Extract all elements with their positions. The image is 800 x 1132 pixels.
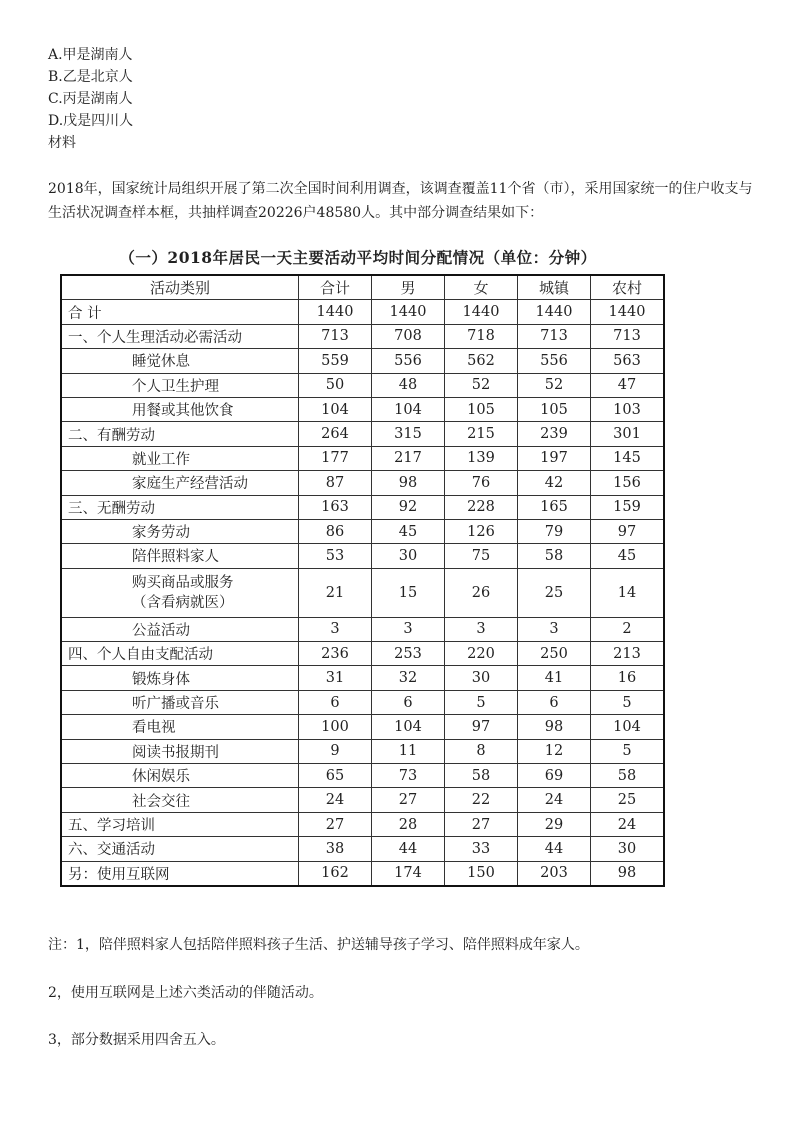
answer-options [48, 44, 133, 154]
row-value: 103 [591, 397, 665, 421]
row-value: 30 [445, 666, 518, 690]
row-label: 锻炼身体 [61, 666, 299, 690]
row-value: 76 [445, 471, 518, 495]
row-value: 104 [591, 715, 665, 739]
row-value: 228 [445, 495, 518, 519]
row-value: 24 [518, 788, 591, 812]
row-value: 27 [372, 788, 445, 812]
row-value: 253 [372, 642, 445, 666]
row-value: 236 [299, 642, 372, 666]
header-female: 女 [445, 275, 518, 300]
row-label: 听广播或音乐 [61, 690, 299, 714]
row-value: 79 [518, 519, 591, 543]
row-value: 33 [445, 837, 518, 861]
row-value: 126 [445, 519, 518, 543]
row-value: 1440 [591, 300, 665, 324]
row-value: 217 [372, 446, 445, 470]
row-label: 休闲娱乐 [61, 764, 299, 788]
row-value: 5 [591, 739, 665, 763]
table-row [61, 471, 664, 495]
table-row [61, 568, 664, 617]
row-value: 713 [591, 324, 665, 348]
header-urban: 城镇 [518, 275, 591, 300]
row-value: 174 [372, 861, 445, 886]
row-value: 215 [445, 422, 518, 446]
row-value: 3 [372, 617, 445, 641]
row-value: 3 [445, 617, 518, 641]
row-label [61, 568, 299, 617]
row-value: 50 [299, 373, 372, 397]
table-row [61, 446, 664, 470]
table-row [61, 666, 664, 690]
table-row [61, 812, 664, 836]
table-row [61, 617, 664, 641]
row-value: 105 [518, 397, 591, 421]
table-row [61, 715, 664, 739]
table-row [61, 495, 664, 519]
row-value: 22 [445, 788, 518, 812]
header-total: 合计 [299, 275, 372, 300]
row-value: 9 [299, 739, 372, 763]
row-value: 26 [445, 568, 518, 617]
row-value: 58 [518, 544, 591, 568]
intro-paragraph: 2018年，国家统计局组织开展了第二次全国时间利用调查，该调查覆盖11个省（市），采用国家统一的住户收支与生活状况调查样本框，共抽样调查20226户48580人。其中部分调查结果如下： [48, 181, 753, 221]
row-value: 6 [518, 690, 591, 714]
row-value: 220 [445, 642, 518, 666]
row-value: 11 [372, 739, 445, 763]
row-value: 31 [299, 666, 372, 690]
row-value: 177 [299, 446, 372, 470]
row-value: 12 [518, 739, 591, 763]
row-value: 718 [445, 324, 518, 348]
note-3: 3，部分数据采用四舍五入。 [48, 1032, 225, 1048]
row-label: 另：使用互联网 [61, 861, 299, 886]
row-label: 二、有酬劳动 [61, 422, 299, 446]
row-label: 用餐或其他饮食 [61, 397, 299, 421]
row-value: 15 [372, 568, 445, 617]
row-value: 97 [445, 715, 518, 739]
table-body [61, 300, 664, 886]
row-value: 98 [591, 861, 665, 886]
row-label: 看电视 [61, 715, 299, 739]
row-value: 32 [372, 666, 445, 690]
row-value: 44 [372, 837, 445, 861]
row-label: 睡觉休息 [61, 349, 299, 373]
row-value: 75 [445, 544, 518, 568]
row-value: 150 [445, 861, 518, 886]
row-label: 就业工作 [61, 446, 299, 470]
row-value: 92 [372, 495, 445, 519]
table-row [61, 739, 664, 763]
row-value: 41 [518, 666, 591, 690]
row-value: 556 [518, 349, 591, 373]
table-row [61, 300, 664, 324]
note-1: 注：1，陪伴照料家人包括陪伴照料孩子生活、护送辅导孩子学习、陪伴照料成年家人。 [48, 937, 589, 953]
row-value: 104 [372, 715, 445, 739]
row-value: 30 [591, 837, 665, 861]
row-label: 六、交通活动 [61, 837, 299, 861]
row-value: 24 [299, 788, 372, 812]
row-value: 65 [299, 764, 372, 788]
row-value: 2 [591, 617, 665, 641]
row-value: 100 [299, 715, 372, 739]
row-value: 73 [372, 764, 445, 788]
row-value: 48 [372, 373, 445, 397]
table-row [61, 837, 664, 861]
row-value: 58 [445, 764, 518, 788]
row-value: 315 [372, 422, 445, 446]
row-label: 阅读书报期刊 [61, 739, 299, 763]
option-a: A.甲是湖南人 [48, 47, 133, 63]
row-value: 45 [591, 544, 665, 568]
table-header-row [61, 275, 664, 300]
row-value: 16 [591, 666, 665, 690]
row-value: 28 [372, 812, 445, 836]
row-value: 6 [372, 690, 445, 714]
row-value: 42 [518, 471, 591, 495]
row-label: 五、学习培训 [61, 812, 299, 836]
row-value: 562 [445, 349, 518, 373]
row-value: 3 [299, 617, 372, 641]
table-row [61, 690, 664, 714]
row-value: 239 [518, 422, 591, 446]
row-value: 69 [518, 764, 591, 788]
row-value: 163 [299, 495, 372, 519]
row-value: 24 [591, 812, 665, 836]
table-row [61, 642, 664, 666]
table-row [61, 519, 664, 543]
row-value: 25 [518, 568, 591, 617]
row-value: 556 [372, 349, 445, 373]
row-label-line1: 购买商品或服务 [132, 574, 234, 591]
table-row [61, 397, 664, 421]
row-value: 47 [591, 373, 665, 397]
row-value: 165 [518, 495, 591, 519]
row-value: 1440 [445, 300, 518, 324]
table-row [61, 324, 664, 348]
header-rural: 农村 [591, 275, 665, 300]
row-value: 203 [518, 861, 591, 886]
row-value: 52 [445, 373, 518, 397]
row-value: 21 [299, 568, 372, 617]
row-value: 264 [299, 422, 372, 446]
row-value: 27 [299, 812, 372, 836]
row-value: 98 [372, 471, 445, 495]
row-label: 合 计 [61, 300, 299, 324]
row-value: 27 [445, 812, 518, 836]
row-value: 301 [591, 422, 665, 446]
row-value: 713 [518, 324, 591, 348]
material-heading: 材料 [48, 135, 76, 151]
header-male: 男 [372, 275, 445, 300]
row-value: 53 [299, 544, 372, 568]
table-row [61, 349, 664, 373]
row-value: 1440 [518, 300, 591, 324]
row-value: 3 [518, 617, 591, 641]
row-label: 个人卫生护理 [61, 373, 299, 397]
row-value: 105 [445, 397, 518, 421]
row-value: 104 [372, 397, 445, 421]
row-value: 14 [591, 568, 665, 617]
row-label: 公益活动 [61, 617, 299, 641]
row-label-line2: （含看病就医） [132, 594, 234, 611]
table-row [61, 861, 664, 886]
option-c: C.丙是湖南人 [48, 91, 133, 107]
row-value: 1440 [299, 300, 372, 324]
row-value: 97 [591, 519, 665, 543]
row-value: 5 [445, 690, 518, 714]
row-label: 社会交往 [61, 788, 299, 812]
row-value: 162 [299, 861, 372, 886]
row-value: 29 [518, 812, 591, 836]
row-value: 708 [372, 324, 445, 348]
row-label: 一、个人生理活动必需活动 [61, 324, 299, 348]
row-value: 58 [591, 764, 665, 788]
row-label: 四、个人自由支配活动 [61, 642, 299, 666]
row-value: 8 [445, 739, 518, 763]
row-value: 139 [445, 446, 518, 470]
row-value: 5 [591, 690, 665, 714]
row-value: 87 [299, 471, 372, 495]
row-value: 52 [518, 373, 591, 397]
row-value: 156 [591, 471, 665, 495]
row-value: 197 [518, 446, 591, 470]
row-value: 1440 [372, 300, 445, 324]
row-value: 250 [518, 642, 591, 666]
row-value: 45 [372, 519, 445, 543]
row-value: 213 [591, 642, 665, 666]
option-b: B.乙是北京人 [48, 69, 133, 85]
table-row [61, 788, 664, 812]
row-label: 家庭生产经营活动 [61, 471, 299, 495]
row-value: 713 [299, 324, 372, 348]
row-value: 25 [591, 788, 665, 812]
row-value: 44 [518, 837, 591, 861]
option-d: D.戊是四川人 [48, 113, 134, 129]
row-label: 陪伴照料家人 [61, 544, 299, 568]
time-allocation-table [60, 274, 665, 887]
row-value: 30 [372, 544, 445, 568]
row-value: 98 [518, 715, 591, 739]
table-row [61, 422, 664, 446]
header-activity: 活动类别 [61, 275, 299, 300]
row-value: 104 [299, 397, 372, 421]
row-label: 家务劳动 [61, 519, 299, 543]
row-value: 86 [299, 519, 372, 543]
row-value: 559 [299, 349, 372, 373]
row-value: 159 [591, 495, 665, 519]
table-row [61, 544, 664, 568]
row-value: 563 [591, 349, 665, 373]
row-value: 38 [299, 837, 372, 861]
table-row [61, 764, 664, 788]
row-value: 145 [591, 446, 665, 470]
note-2: 2，使用互联网是上述六类活动的伴随活动。 [48, 985, 323, 1001]
table-title: （一）2018年居民一天主要活动平均时间分配情况（单位：分钟） [119, 248, 597, 267]
row-label: 三、无酬劳动 [61, 495, 299, 519]
row-value: 6 [299, 690, 372, 714]
table-row [61, 373, 664, 397]
